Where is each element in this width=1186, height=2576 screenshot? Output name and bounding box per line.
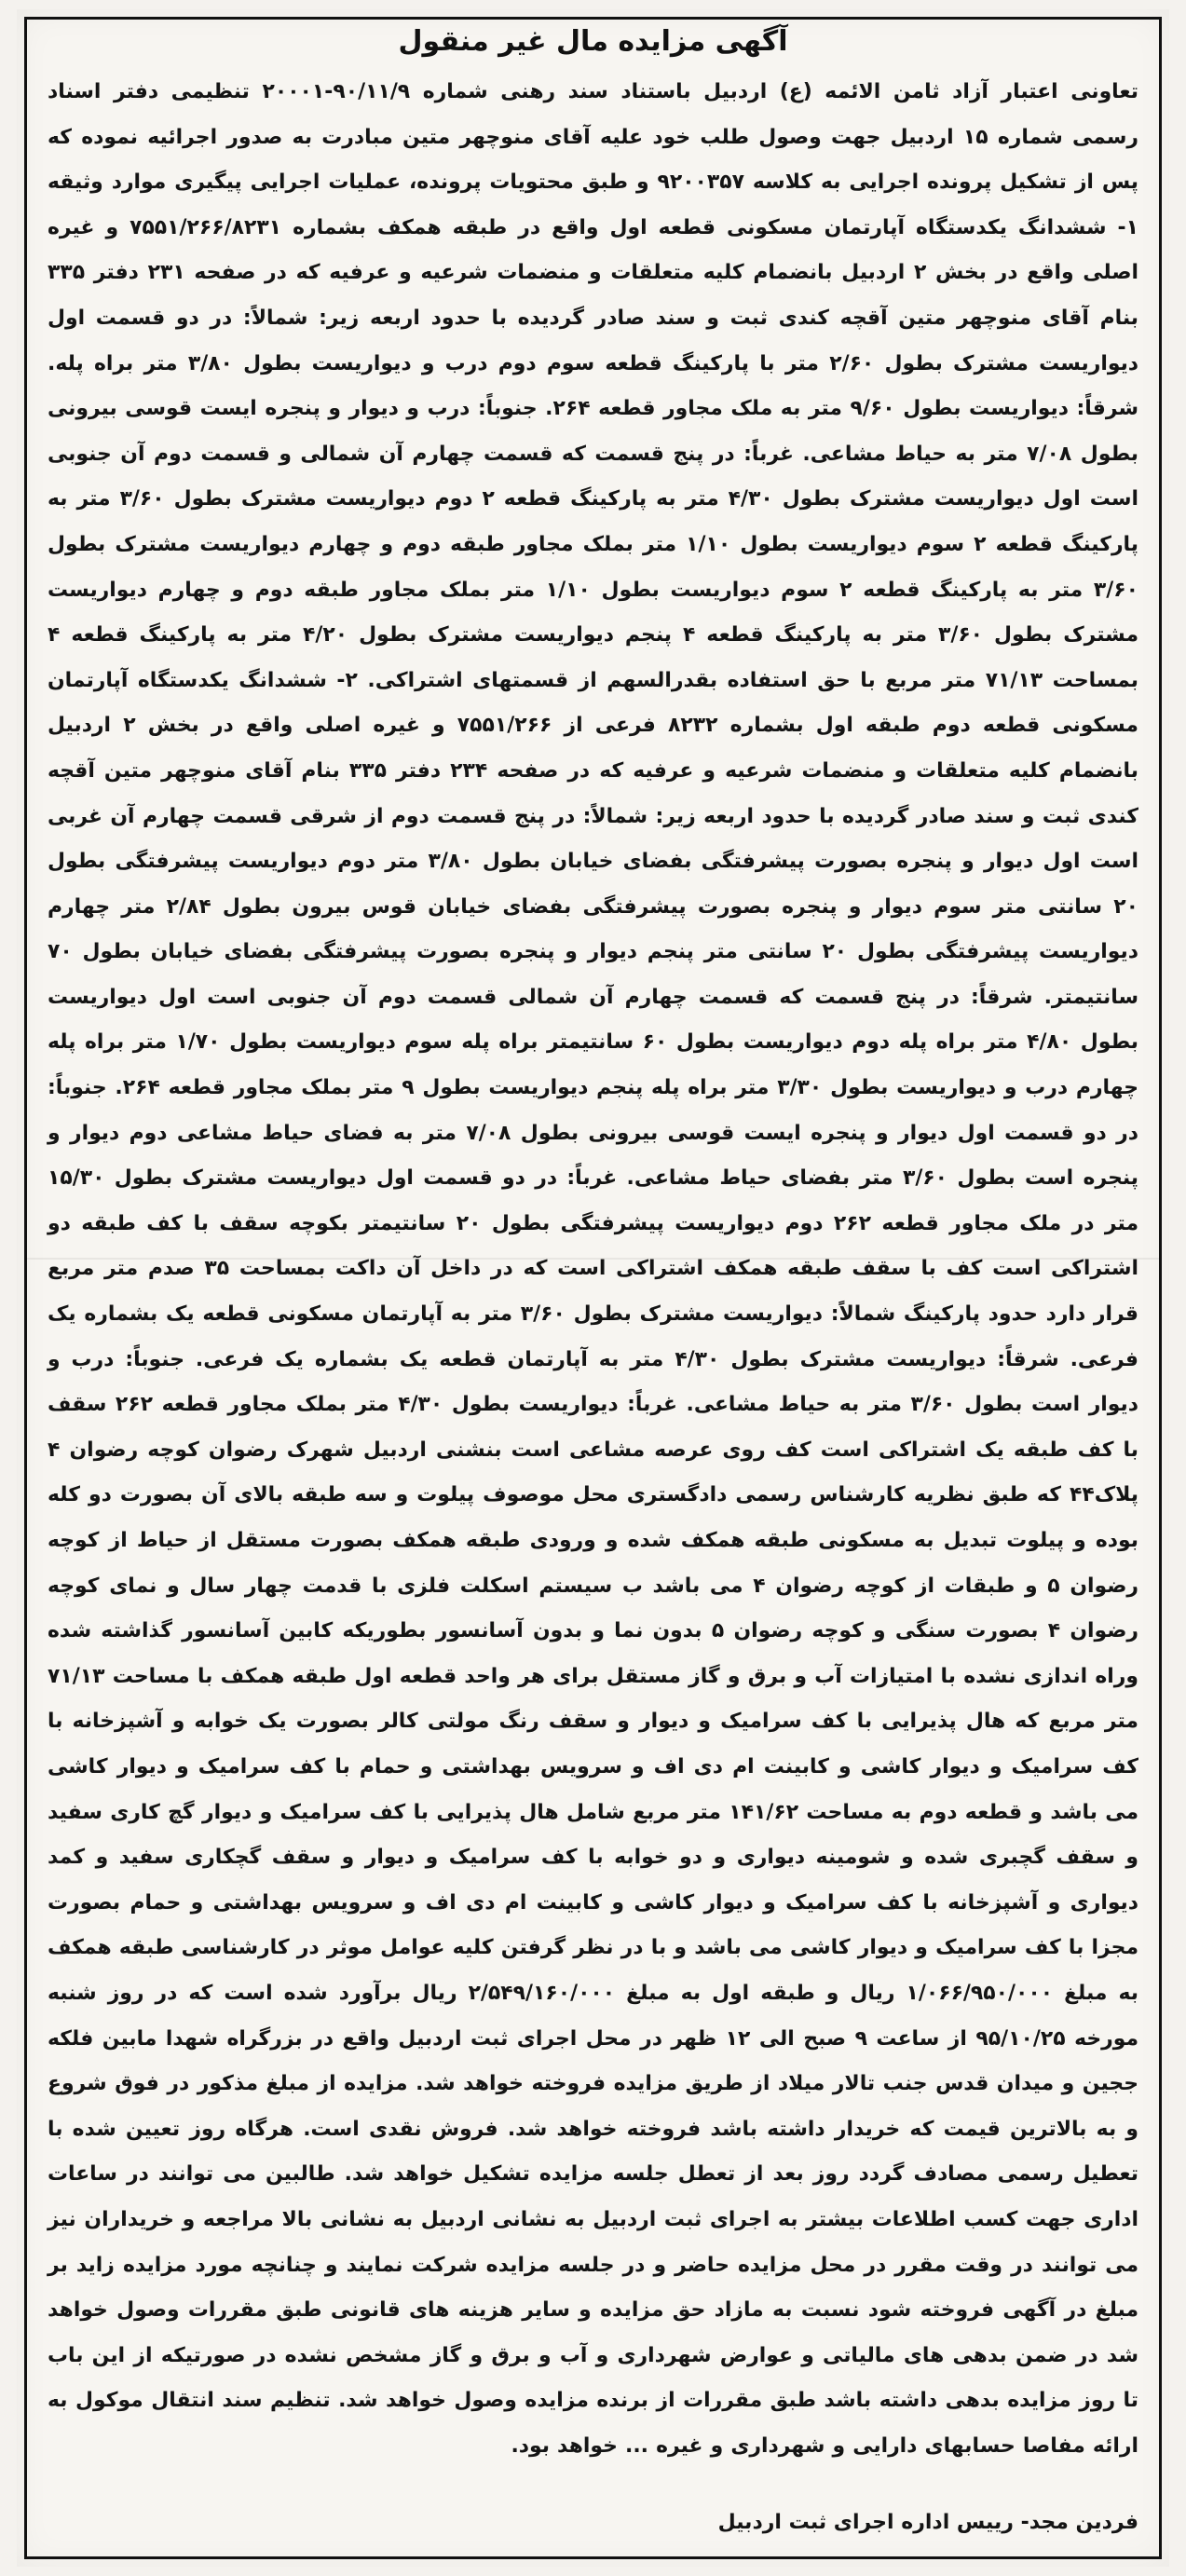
notice-border: [24, 17, 1162, 2559]
notice-body: تعاونی اعتبار آزاد ثامن الائمه (ع) اردبیل باستناد سند رهنی شماره ۹۰/۱۱/۹-۲۰۰۰۱ تنظیمی دفتر اسناد رسمی شماره ۱۵ اردبیل جهت وصول طلب خود علیه آقای منوچهر متین مبادرت به صدور اجرائیه نموده که پس از تشکیل پرونده اجرایی به کلاسه ۹۲۰۰۳۵۷ و طبق محتویات پرونده، عملیات اجرایی پیگیری موارد وثیقه ۱- ششدانگ یکدستگاه آپارتمان مسکونی قطعه اول واقع در طبقه همکف بشماره ۷۵۵۱/۲۶۶/۸۲۳۱ و غیره اصلی واقع در بخش ۲ اردبیل بانضمام کلیه متعلقات و منضمات شرعیه و عرفیه که در صفحه ۲۳۱ دفتر ۳۳۵ بنام آقای منوچهر متین آقچه کندی ثبت و سند صادر گردیده با حدود اربعه زیر: شمالاً: در دو قسمت اول دیواریست مشترک بطول ۲/۶۰ متر با پارکینگ قطعه سوم دوم درب و دیواریست بطول ۳/۸۰ متر براه پله. شرقاً: دیواریست بطول ۹/۶۰ متر به ملک مجاور قطعه ۲۶۴. جنوباً: درب و دیوار و پنجره ایست قوسی بیرونی بطول ۷/۰۸ متر به حیاط مشاعی. غرباً: در پنج قسمت که قسمت چهارم آن شمالی و قسمت دوم آن جنوبی است اول دیواریست مشترک بطول ۴/۳۰ متر به پارکینگ قطعه ۲ دوم دیواریست مشترک بطول ۳/۶۰ متر به پارکینگ قطعه ۲ سوم دیواریست بطول ۱/۱۰ متر بملک مجاور طبقه دوم و چهارم دیواریست مشترک بطول ۳/۶۰ متر به پارکینگ قطعه ۲ سوم دیواریست بطول ۱/۱۰ متر بملک مجاور طبقه دوم و چهارم دیواریست مشترک بطول ۳/۶۰ متر به پارکینگ قطعه ۴ پنجم دیواریست مشترک بطول ۴/۲۰ متر به پارکینگ قطعه ۴ بمساحت ۷۱/۱۳ متر مربع با حق استفاده بقدرالسهم از قسمتهای اشتراکی. ۲- ششدانگ یکدستگاه آپارتمان مسکونی قطعه دوم طبقه اول بشماره ۸۲۳۲ فرعی از ۷۵۵۱/۲۶۶ و غیره اصلی واقع در بخش ۲ اردبیل بانضمام کلیه متعلقات و منضمات شرعیه و عرفیه که در صفحه ۲۳۴ دفتر ۳۳۵ بنام آقای منوچهر متین آقچه کندی ثبت و سند صادر گردیده با حدود اربعه زیر: شمالاً: در پنج قسمت دوم از شرقی قسمت چهارم آن غربی است اول دیوار و پنجره بصورت پیشرفتگی بفضای خیابان بطول ۳/۸۰ متر دوم دیواریست پیشرفتگی بطول ۲۰ سانتی متر سوم دیوار و پنجره بصورت پیشرفتگی بفضای خیابان قوس بیرون بطول ۲/۸۴ متر چهارم دیواریست پیشرفتگی بطول ۲۰ سانتی متر پنجم دیوار و پنجره بصورت پیشرفتگی بفضای خیابان بطول ۷۰ سانتیمتر. شرقاً: در پنج قسمت که قسمت چهارم آن شمالی قسمت دوم آن جنوبی است اول دیواریست بطول ۴/۸۰ متر براه پله دوم دیواریست بطول ۶۰ سانتیمتر براه پله سوم دیواریست بطول ۱/۷۰ متر براه پله چهارم درب و دیواریست بطول ۳/۳۰ متر براه پله پنجم دیواریست بطول ۹ متر بملک مجاور قطعه ۲۶۴. جنوباً: در دو قسمت اول دیوار و پنجره ایست قوسی بیرونی بطول ۷/۰۸ متر به فضای حیاط مشاعی دوم دیوار و پنجره است بطول ۳/۶۰ متر بفضای حیاط مشاعی. غرباً: در دو قسمت اول دیواریست مشترک بطول ۱۵/۳۰ متر در ملک مجاور قطعه ۲۶۲ دوم دیواریست پیشرفتگی بطول ۲۰ سانتیمتر بکوچه سقف با کف طبقه دو اشتراکی است کف با سقف طبقه همکف اشتراکی است که در داخل آن داکت بمساحت ۳۵ صدم متر مربع قرار دارد حدود پارکینگ شمالاً: دیواریست مشترک بطول ۳/۶۰ متر به آپارتمان مسکونی قطعه یک بشماره یک فرعی. شرقاً: دیواریست مشترک بطول ۴/۳۰ متر به آپارتمان قطعه یک بشماره یک فرعی. جنوباً: درب و دیوار است بطول ۳/۶۰ متر به حیاط مشاعی. غرباً: دیواریست بطول ۴/۳۰ متر بملک مجاور قطعه ۲۶۲ سقف با کف طبقه یک اشتراکی است کف روی عرصه مشاعی است بنشنی اردبیل شهرک رضوان کوچه رضوان ۴ پلاک۴۴ که طبق نظریه کارشناس رسمی دادگستری محل موصوف پیلوت و سه طبقه بالای آن بصورت دو کله بوده و پیلوت تبدیل به مسکونی طبقه همکف شده و ورودی طبقه همکف بصورت مستقل از حیاط از کوچه رضوان ۵ و طبقات از کوچه رضوان ۴ می باشد ب سیستم اسکلت فلزی با قدمت چهار سال و نمای کوچه رضوان ۴ بصورت سنگی و کوچه رضوان ۵ بدون نما و بدون آسانسور بطوریکه کابین آسانسور گذاشته شده وراه اندازی نشده با امتیازات آب و برق و گاز مستقل برای هر واحد قطعه اول طبقه همکف با مساحت ۷۱/۱۳ متر مربع که هال پذیرایی با کف سرامیک و دیوار و سقف رنگ مولتی کالر بصورت یک خوابه و آشپزخانه با کف سرامیک و دیوار کاشی و کابینت ام دی اف و سرویس بهداشتی و حمام با کف سرامیک و دیوار کاشی می باشد و قطعه دوم به مساحت ۱۴۱/۶۲ متر مربع شامل هال پذیرایی با کف سرامیک و دیوار گچ کاری سفید و سقف گچبری شده و شومینه دیواری و دو خوابه با کف سرامیک و دیوار و سقف گچکاری سفید و کمد دیواری و آشپزخانه با کف سرامیک و دیوار کاشی و کابینت ام دی اف و سرویس بهداشتی و حمام بصورت مجزا با کف سرامیک و دیوار کاشی می باشد و با در نظر گرفتن کلیه عوامل موثر در کارشناسی طبقه همکف به مبلغ ۱/۰۶۶/۹۵۰/۰۰۰ ریال و طبقه اول به مبلغ ۲/۵۴۹/۱۶۰/۰۰۰ ریال برآورد شده است که در روز شنبه مورخه ۹۵/۱۰/۲۵ از ساعت ۹ صبح الی ۱۲ ظهر در محل اجرای ثبت اردبیل واقع در بزرگراه شهدا مابین فلکه ججین و میدان قدس جنب تالار میلاد از طریق مزایده فروخته خواهد شد. مزایده از مبلغ مذکور در فوق شروع و به بالاترین قیمت که خریدار داشته باشد فروخته خواهد شد. فروش نقدی است. هرگاه روز تعیین شده با تعطیل رسمی مصادف گردد روز بعد از تعطل جلسه مزایده تشکیل خواهد شد. طالبین می توانند در ساعات اداری جهت کسب اطلاعات بیشتر به اجرای ثبت اردبیل به نشانی اردبیل به نشانی بالا مراجعه و خریداران نیز می توانند در وقت مقرر در محل مزایده حاضر و در جلسه مزایده شرکت نمایند و چنانچه مورد مزایده زاید بر مبلغ در آگهی فروخته شود نسبت به مازاد حق مزایده و سایر هزینه های قانونی طبق مقررات وصول خواهد شد در ضمن بدهی های مالیاتی و عوارض شهرداری و آب و برق و گاز مشخص نشده در صورتیکه از این باب تا روز مزایده بدهی داشته باشد طبق مقررات از برنده مزایده وصول خواهد شد. تنظیم سند انتقال موکول به ارائه مفاصا حسابهای دارایی و شهرداری و غیره ... خواهد بود.: [48, 80, 1139, 2458]
notice-signature: فردین مجد- رییس اداره اجرای ثبت اردبیل: [717, 2511, 1138, 2534]
notice-title: آگهی مزایده مال غیر منقول: [398, 25, 788, 58]
newspaper-clipping: [17, 9, 1169, 2567]
